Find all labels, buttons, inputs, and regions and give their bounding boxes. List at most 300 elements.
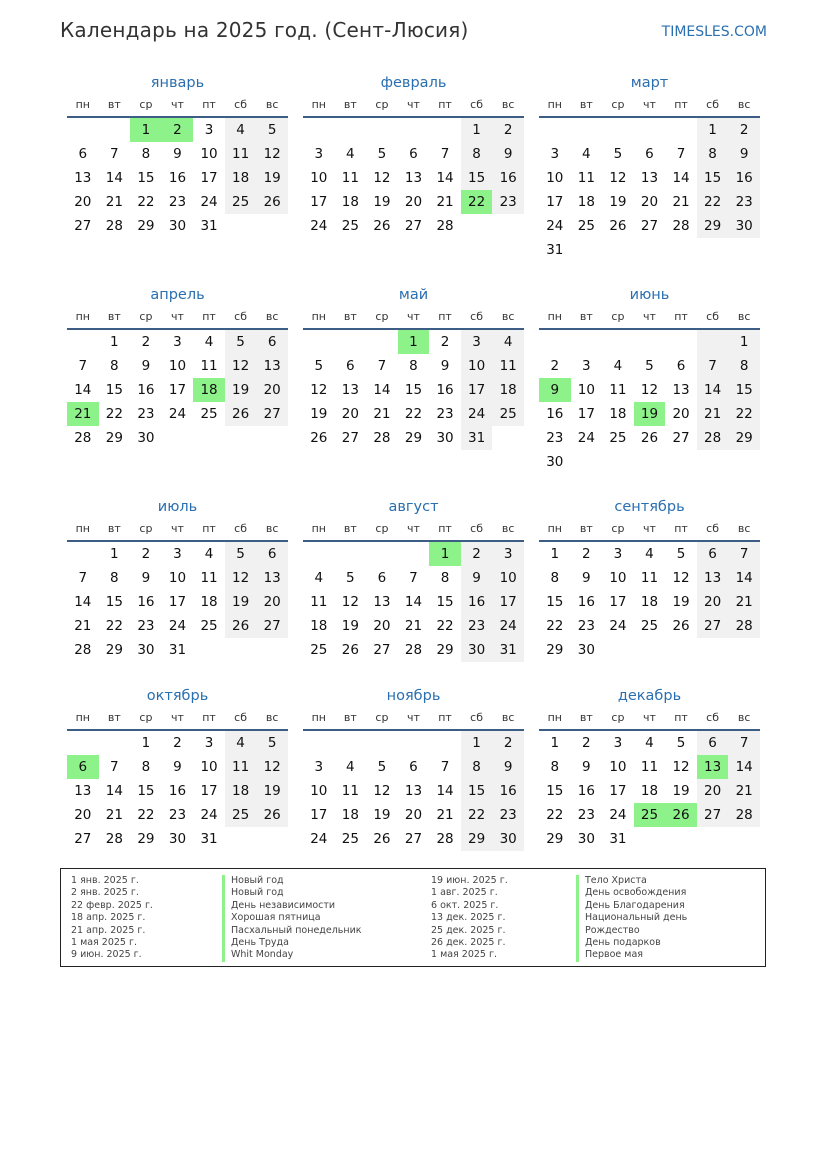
day-cell[interactable]: 14 <box>404 594 423 610</box>
day-cell[interactable]: 11 <box>640 570 659 586</box>
day-cell[interactable]: 1 <box>461 731 493 755</box>
day-cell[interactable]: 19 <box>373 807 391 823</box>
day-cell[interactable]: 9 <box>492 142 524 166</box>
day-cell[interactable]: 26 <box>310 430 328 446</box>
day-cell[interactable]: 3 <box>550 146 560 162</box>
day-cell[interactable]: 17 <box>310 807 328 823</box>
day-cell[interactable]: 16 <box>168 783 187 799</box>
day-cell[interactable]: 27 <box>640 218 659 234</box>
day-cell[interactable]: 30 <box>492 827 524 851</box>
day-cell[interactable]: 16 <box>546 406 564 422</box>
day-cell[interactable]: 8 <box>141 759 151 775</box>
day-cell[interactable]: 2 <box>728 118 760 142</box>
day-cell[interactable]: 10 <box>609 570 627 586</box>
day-cell[interactable]: 22 <box>546 807 564 823</box>
day-cell[interactable]: 15 <box>137 783 155 799</box>
day-cell[interactable]: 6 <box>346 358 355 374</box>
day-cell[interactable]: 25 <box>341 831 359 847</box>
day-cell[interactable]: 19 <box>310 406 328 422</box>
day-cell[interactable]: 14 <box>728 755 760 779</box>
day-cell[interactable]: 23 <box>492 190 524 214</box>
day-cell[interactable]: 3 <box>173 334 182 350</box>
day-cell[interactable]: 29 <box>546 831 564 847</box>
day-cell[interactable]: 30 <box>436 430 454 446</box>
day-cell[interactable]: 4 <box>645 546 654 562</box>
day-cell[interactable]: 9 <box>582 570 591 586</box>
day-cell[interactable]: 1 <box>110 334 119 350</box>
day-cell[interactable]: 1 <box>110 546 119 562</box>
day-cell[interactable]: 20 <box>404 807 423 823</box>
day-cell[interactable]: 26 <box>225 402 257 426</box>
day-cell[interactable]: 23 <box>577 807 595 823</box>
day-cell[interactable]: 28 <box>436 218 454 234</box>
day-cell[interactable]: 25 <box>341 218 359 234</box>
day-cell[interactable]: 24 <box>546 218 564 234</box>
day-cell[interactable]: 26 <box>256 190 288 214</box>
day-cell[interactable]: 22 <box>137 194 155 210</box>
day-cell[interactable]: 28 <box>436 831 454 847</box>
day-cell[interactable]: 4 <box>582 146 591 162</box>
day-cell[interactable]: 9 <box>141 358 151 374</box>
day-cell[interactable]: 15 <box>105 382 123 398</box>
day-cell[interactable]: 5 <box>314 358 324 374</box>
day-cell[interactable]: 15 <box>404 382 423 398</box>
day-cell[interactable]: 9 <box>141 570 151 586</box>
day-cell[interactable]: 27 <box>404 218 423 234</box>
day-cell[interactable]: 27 <box>404 831 423 847</box>
day-cell[interactable]: 7 <box>440 759 450 775</box>
day-cell[interactable]: 6 <box>256 330 288 354</box>
day-cell[interactable]: 16 <box>461 590 493 614</box>
day-cell[interactable]: 1 <box>429 542 461 566</box>
day-cell[interactable]: 19 <box>225 378 257 402</box>
day-cell[interactable]: 15 <box>728 378 760 402</box>
day-cell[interactable]: 3 <box>492 542 524 566</box>
day-cell[interactable]: 23 <box>492 803 524 827</box>
day-cell[interactable]: 24 <box>168 618 187 634</box>
day-cell[interactable]: 23 <box>728 190 760 214</box>
day-cell[interactable]: 6 <box>256 542 288 566</box>
day-cell[interactable]: 20 <box>341 406 359 422</box>
day-cell[interactable]: 5 <box>256 118 288 142</box>
day-cell[interactable]: 13 <box>697 566 729 590</box>
day-cell[interactable]: 8 <box>409 358 418 374</box>
day-cell[interactable]: 22 <box>461 190 493 214</box>
day-cell[interactable]: 26 <box>225 614 257 638</box>
day-cell[interactable]: 6 <box>645 146 654 162</box>
day-cell[interactable]: 13 <box>256 566 288 590</box>
day-cell[interactable]: 25 <box>609 430 627 446</box>
day-cell[interactable]: 26 <box>256 803 288 827</box>
day-cell[interactable]: 16 <box>168 170 187 186</box>
day-cell[interactable]: 6 <box>78 146 88 162</box>
day-cell[interactable]: 17 <box>577 406 595 422</box>
day-cell[interactable]: 18 <box>225 166 257 190</box>
day-cell[interactable]: 27 <box>697 803 729 827</box>
day-cell[interactable]: 10 <box>461 354 493 378</box>
day-cell[interactable]: 8 <box>440 570 450 586</box>
day-cell[interactable]: 11 <box>577 170 595 186</box>
day-cell[interactable]: 21 <box>672 194 690 210</box>
day-cell[interactable]: 3 <box>613 546 623 562</box>
day-cell[interactable]: 4 <box>346 146 355 162</box>
day-cell[interactable]: 24 <box>310 218 328 234</box>
day-cell[interactable]: 16 <box>492 166 524 190</box>
day-cell[interactable]: 19 <box>341 618 359 634</box>
day-cell[interactable]: 22 <box>697 190 729 214</box>
day-cell[interactable]: 30 <box>168 218 187 234</box>
day-cell[interactable]: 14 <box>105 783 123 799</box>
day-cell[interactable]: 14 <box>697 378 729 402</box>
day-cell[interactable]: 11 <box>341 783 359 799</box>
day-cell[interactable]: 3 <box>314 759 324 775</box>
day-cell[interactable]: 12 <box>341 594 359 610</box>
day-cell[interactable]: 11 <box>341 170 359 186</box>
day-cell[interactable]: 21 <box>105 194 123 210</box>
day-cell[interactable]: 5 <box>346 570 355 586</box>
day-cell[interactable]: 8 <box>697 142 729 166</box>
day-cell[interactable]: 14 <box>74 382 92 398</box>
day-cell[interactable]: 2 <box>492 731 524 755</box>
day-cell[interactable]: 26 <box>609 218 627 234</box>
day-cell[interactable]: 17 <box>546 194 564 210</box>
day-cell[interactable]: 17 <box>200 783 218 799</box>
day-cell[interactable]: 24 <box>200 194 218 210</box>
day-cell[interactable]: 22 <box>105 618 123 634</box>
day-cell[interactable]: 3 <box>204 122 214 138</box>
day-cell[interactable]: 15 <box>697 166 729 190</box>
day-cell[interactable]: 10 <box>492 566 524 590</box>
day-cell[interactable]: 25 <box>634 803 666 827</box>
day-cell[interactable]: 21 <box>728 590 760 614</box>
day-cell[interactable]: 27 <box>373 642 391 658</box>
day-cell[interactable]: 7 <box>728 542 760 566</box>
day-cell[interactable]: 4 <box>645 735 654 751</box>
day-cell[interactable]: 24 <box>461 402 493 426</box>
day-cell[interactable]: 7 <box>697 354 729 378</box>
day-cell[interactable]: 2 <box>173 735 182 751</box>
day-cell[interactable]: 18 <box>609 406 627 422</box>
day-cell[interactable]: 6 <box>697 542 729 566</box>
day-cell[interactable]: 19 <box>373 194 391 210</box>
day-cell[interactable]: 22 <box>728 402 760 426</box>
day-cell[interactable]: 27 <box>256 402 288 426</box>
day-cell[interactable]: 14 <box>373 382 391 398</box>
day-cell[interactable]: 28 <box>74 430 92 446</box>
day-cell[interactable]: 27 <box>672 430 690 446</box>
day-cell[interactable]: 21 <box>436 194 454 210</box>
day-cell[interactable]: 24 <box>200 807 218 823</box>
day-cell[interactable]: 16 <box>728 166 760 190</box>
day-cell[interactable]: 21 <box>373 406 391 422</box>
day-cell[interactable]: 20 <box>373 618 391 634</box>
day-cell[interactable]: 5 <box>676 546 686 562</box>
day-cell[interactable]: 7 <box>676 146 686 162</box>
day-cell[interactable]: 3 <box>461 330 493 354</box>
day-cell[interactable]: 26 <box>373 218 391 234</box>
day-cell[interactable]: 12 <box>225 566 257 590</box>
day-cell[interactable]: 18 <box>341 194 359 210</box>
day-cell[interactable]: 17 <box>609 783 627 799</box>
day-cell[interactable]: 4 <box>314 570 324 586</box>
day-cell[interactable]: 15 <box>105 594 123 610</box>
day-cell[interactable]: 30 <box>577 642 595 658</box>
day-cell[interactable]: 10 <box>168 358 187 374</box>
day-cell[interactable]: 25 <box>200 406 218 422</box>
day-cell[interactable]: 9 <box>582 759 591 775</box>
day-cell[interactable]: 12 <box>225 354 257 378</box>
day-cell[interactable]: 4 <box>204 334 214 350</box>
day-cell[interactable]: 2 <box>550 358 560 374</box>
day-cell[interactable]: 3 <box>173 546 182 562</box>
day-cell[interactable]: 19 <box>256 166 288 190</box>
day-cell[interactable]: 2 <box>461 542 493 566</box>
day-cell[interactable]: 28 <box>105 218 123 234</box>
day-cell[interactable]: 10 <box>609 759 627 775</box>
day-cell[interactable]: 14 <box>436 170 454 186</box>
day-cell[interactable]: 2 <box>582 546 591 562</box>
day-cell[interactable]: 11 <box>200 358 218 374</box>
day-cell[interactable]: 29 <box>436 642 454 658</box>
day-cell[interactable]: 11 <box>310 594 328 610</box>
day-cell[interactable]: 28 <box>105 831 123 847</box>
day-cell[interactable]: 28 <box>373 430 391 446</box>
day-cell[interactable]: 24 <box>168 406 187 422</box>
day-cell[interactable]: 11 <box>225 142 257 166</box>
day-cell[interactable]: 5 <box>256 731 288 755</box>
day-cell[interactable]: 29 <box>697 214 729 238</box>
day-cell[interactable]: 12 <box>672 570 690 586</box>
day-cell[interactable]: 3 <box>613 735 623 751</box>
day-cell[interactable]: 30 <box>168 831 187 847</box>
day-cell[interactable]: 2 <box>162 118 194 142</box>
day-cell[interactable]: 6 <box>377 570 387 586</box>
day-cell[interactable]: 13 <box>640 170 659 186</box>
day-cell[interactable]: 22 <box>436 618 454 634</box>
day-cell[interactable]: 10 <box>200 759 218 775</box>
day-cell[interactable]: 31 <box>200 218 218 234</box>
day-cell[interactable]: 1 <box>141 735 151 751</box>
day-cell[interactable]: 3 <box>204 735 214 751</box>
day-cell[interactable]: 19 <box>672 594 690 610</box>
day-cell[interactable]: 31 <box>492 638 524 662</box>
day-cell[interactable]: 13 <box>404 170 423 186</box>
day-cell[interactable]: 2 <box>582 735 591 751</box>
day-cell[interactable]: 10 <box>310 783 328 799</box>
day-cell[interactable]: 22 <box>404 406 423 422</box>
day-cell[interactable]: 13 <box>672 382 690 398</box>
day-cell[interactable]: 1 <box>130 118 162 142</box>
day-cell[interactable]: 29 <box>728 426 760 450</box>
day-cell[interactable]: 24 <box>609 618 627 634</box>
day-cell[interactable]: 17 <box>200 170 218 186</box>
day-cell[interactable]: 25 <box>640 618 659 634</box>
day-cell[interactable]: 14 <box>74 594 92 610</box>
day-cell[interactable]: 8 <box>110 358 119 374</box>
day-cell[interactable]: 9 <box>492 755 524 779</box>
day-cell[interactable]: 5 <box>377 759 387 775</box>
day-cell[interactable]: 29 <box>105 430 123 446</box>
day-cell[interactable]: 10 <box>168 570 187 586</box>
day-cell[interactable]: 7 <box>440 146 450 162</box>
day-cell[interactable]: 12 <box>256 755 288 779</box>
day-cell[interactable]: 25 <box>225 803 257 827</box>
day-cell[interactable]: 12 <box>256 142 288 166</box>
day-cell[interactable]: 30 <box>728 214 760 238</box>
day-cell[interactable]: 18 <box>640 594 659 610</box>
day-cell[interactable]: 31 <box>546 242 564 258</box>
day-cell[interactable]: 16 <box>577 594 595 610</box>
day-cell[interactable]: 13 <box>404 783 423 799</box>
day-cell[interactable]: 19 <box>634 402 666 426</box>
day-cell[interactable]: 30 <box>137 430 155 446</box>
day-cell[interactable]: 29 <box>546 642 564 658</box>
day-cell[interactable]: 21 <box>105 807 123 823</box>
day-cell[interactable]: 25 <box>492 402 524 426</box>
day-cell[interactable]: 20 <box>640 194 659 210</box>
day-cell[interactable]: 29 <box>105 642 123 658</box>
day-cell[interactable]: 30 <box>137 642 155 658</box>
day-cell[interactable]: 23 <box>546 430 564 446</box>
day-cell[interactable]: 24 <box>577 430 595 446</box>
day-cell[interactable]: 15 <box>461 779 493 803</box>
day-cell[interactable]: 30 <box>577 831 595 847</box>
day-cell[interactable]: 19 <box>256 779 288 803</box>
day-cell[interactable]: 15 <box>546 783 564 799</box>
day-cell[interactable]: 6 <box>67 755 99 779</box>
day-cell[interactable]: 17 <box>310 194 328 210</box>
day-cell[interactable]: 14 <box>728 566 760 590</box>
day-cell[interactable]: 30 <box>461 638 493 662</box>
day-cell[interactable]: 16 <box>492 779 524 803</box>
day-cell[interactable]: 6 <box>409 146 418 162</box>
day-cell[interactable]: 27 <box>256 614 288 638</box>
day-cell[interactable]: 13 <box>74 170 92 186</box>
day-cell[interactable]: 27 <box>74 218 92 234</box>
day-cell[interactable]: 5 <box>225 542 257 566</box>
day-cell[interactable]: 17 <box>168 382 187 398</box>
day-cell[interactable]: 9 <box>173 759 182 775</box>
day-cell[interactable]: 27 <box>341 430 359 446</box>
day-cell[interactable]: 6 <box>409 759 418 775</box>
day-cell[interactable]: 18 <box>492 378 524 402</box>
day-cell[interactable]: 9 <box>461 566 493 590</box>
day-cell[interactable]: 21 <box>74 618 92 634</box>
day-cell[interactable]: 8 <box>728 354 760 378</box>
day-cell[interactable]: 4 <box>346 759 355 775</box>
day-cell[interactable]: 9 <box>440 358 450 374</box>
day-cell[interactable]: 26 <box>640 430 659 446</box>
day-cell[interactable]: 18 <box>193 378 225 402</box>
day-cell[interactable]: 8 <box>550 759 560 775</box>
day-cell[interactable]: 8 <box>461 142 493 166</box>
day-cell[interactable]: 22 <box>461 803 493 827</box>
day-cell[interactable]: 25 <box>225 190 257 214</box>
day-cell[interactable]: 25 <box>310 642 328 658</box>
day-cell[interactable]: 12 <box>640 382 659 398</box>
day-cell[interactable]: 25 <box>200 618 218 634</box>
day-cell[interactable]: 10 <box>310 170 328 186</box>
day-cell[interactable]: 2 <box>492 118 524 142</box>
day-cell[interactable]: 21 <box>67 402 99 426</box>
day-cell[interactable]: 3 <box>582 358 591 374</box>
day-cell[interactable]: 4 <box>225 118 257 142</box>
day-cell[interactable]: 17 <box>168 594 187 610</box>
day-cell[interactable]: 12 <box>672 759 690 775</box>
day-cell[interactable]: 13 <box>697 755 729 779</box>
day-cell[interactable]: 11 <box>492 354 524 378</box>
day-cell[interactable]: 2 <box>440 334 450 350</box>
day-cell[interactable]: 7 <box>728 731 760 755</box>
day-cell[interactable]: 8 <box>141 146 151 162</box>
day-cell[interactable]: 21 <box>728 779 760 803</box>
day-cell[interactable]: 15 <box>546 594 564 610</box>
day-cell[interactable]: 18 <box>341 807 359 823</box>
day-cell[interactable]: 9 <box>173 146 182 162</box>
day-cell[interactable]: 1 <box>398 330 430 354</box>
day-cell[interactable]: 4 <box>492 330 524 354</box>
day-cell[interactable]: 17 <box>461 378 493 402</box>
day-cell[interactable]: 31 <box>609 831 627 847</box>
day-cell[interactable]: 8 <box>550 570 560 586</box>
day-cell[interactable]: 18 <box>577 194 595 210</box>
day-cell[interactable]: 2 <box>141 334 151 350</box>
day-cell[interactable]: 6 <box>697 731 729 755</box>
day-cell[interactable]: 8 <box>110 570 119 586</box>
day-cell[interactable]: 13 <box>373 594 391 610</box>
day-cell[interactable]: 6 <box>676 358 686 374</box>
day-cell[interactable]: 12 <box>373 783 391 799</box>
day-cell[interactable]: 22 <box>105 406 123 422</box>
day-cell[interactable]: 26 <box>672 618 690 634</box>
day-cell[interactable]: 18 <box>640 783 659 799</box>
day-cell[interactable]: 9 <box>539 378 571 402</box>
day-cell[interactable]: 18 <box>310 618 328 634</box>
day-cell[interactable]: 29 <box>137 831 155 847</box>
day-cell[interactable]: 18 <box>225 779 257 803</box>
day-cell[interactable]: 12 <box>609 170 627 186</box>
day-cell[interactable]: 13 <box>341 382 359 398</box>
day-cell[interactable]: 11 <box>640 759 659 775</box>
day-cell[interactable]: 24 <box>492 614 524 638</box>
day-cell[interactable]: 20 <box>697 590 729 614</box>
day-cell[interactable]: 4 <box>225 731 257 755</box>
day-cell[interactable]: 13 <box>256 354 288 378</box>
day-cell[interactable]: 16 <box>577 783 595 799</box>
day-cell[interactable]: 5 <box>613 146 623 162</box>
day-cell[interactable]: 20 <box>697 779 729 803</box>
day-cell[interactable]: 1 <box>550 546 560 562</box>
day-cell[interactable]: 1 <box>461 118 493 142</box>
day-cell[interactable]: 20 <box>74 807 92 823</box>
day-cell[interactable]: 7 <box>409 570 418 586</box>
day-cell[interactable]: 28 <box>697 426 729 450</box>
day-cell[interactable]: 28 <box>728 803 760 827</box>
day-cell[interactable]: 1 <box>697 118 729 142</box>
day-cell[interactable]: 8 <box>461 755 493 779</box>
day-cell[interactable]: 22 <box>546 618 564 634</box>
day-cell[interactable]: 12 <box>373 170 391 186</box>
day-cell[interactable]: 28 <box>728 614 760 638</box>
day-cell[interactable]: 29 <box>137 218 155 234</box>
day-cell[interactable]: 19 <box>609 194 627 210</box>
day-cell[interactable]: 31 <box>168 642 187 658</box>
day-cell[interactable]: 16 <box>137 594 155 610</box>
day-cell[interactable]: 16 <box>137 382 155 398</box>
day-cell[interactable]: 21 <box>436 807 454 823</box>
day-cell[interactable]: 15 <box>137 170 155 186</box>
day-cell[interactable]: 26 <box>665 803 697 827</box>
